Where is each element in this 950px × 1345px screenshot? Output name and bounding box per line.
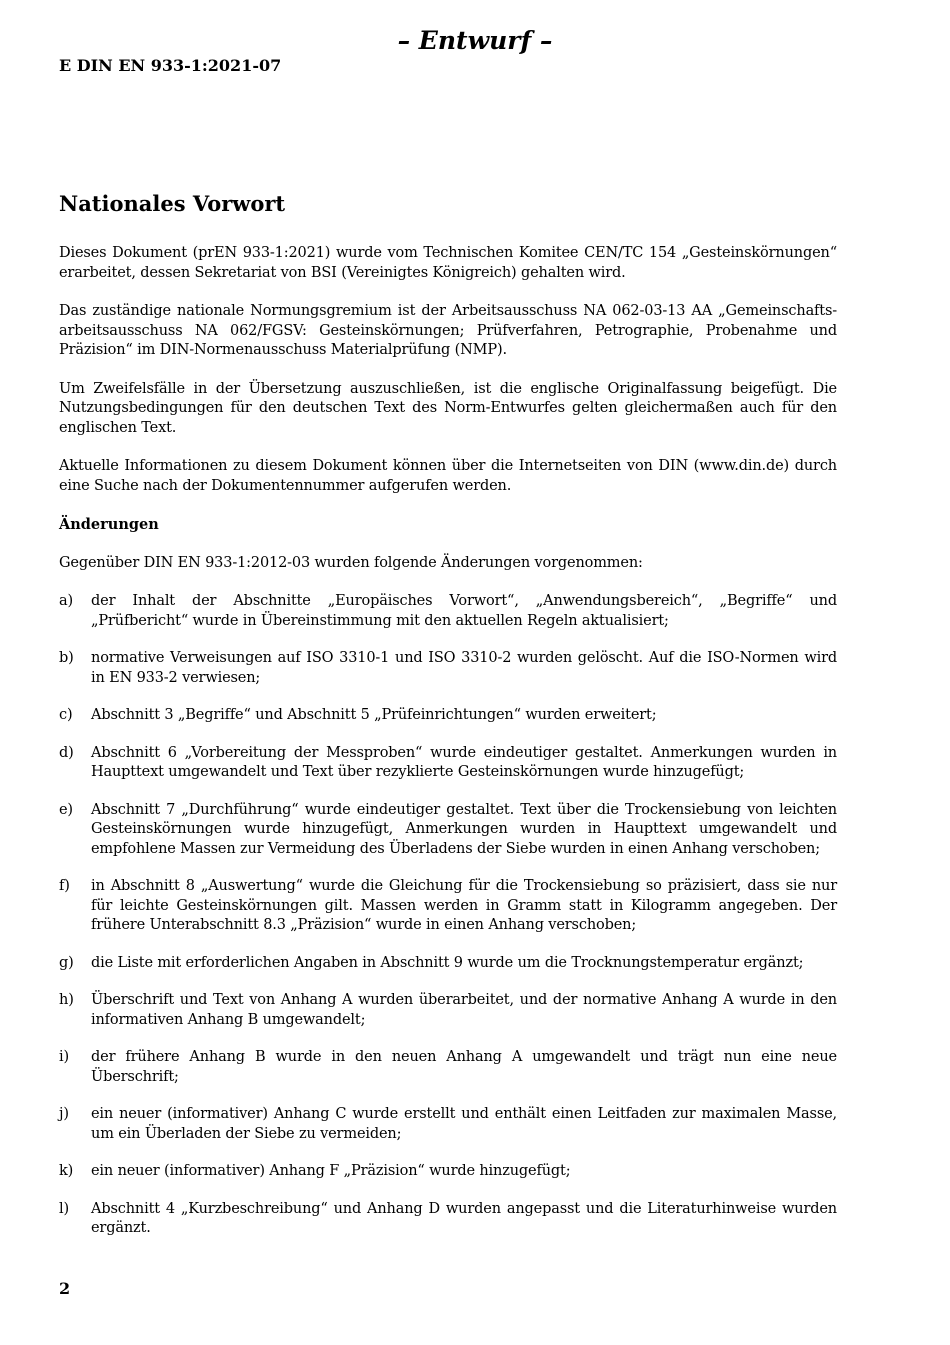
list-item: [59, 649, 837, 688]
list-item: [59, 706, 837, 726]
list-item-text: der Inhalt der Abschnitte „Europäisches Vorwort“, „Anwendungsbereich“, „Begriffe“ und „Prüfbericht“ wurde in Übereinstimmung mit den aktuellen Regeln aktualisiert;: [91, 593, 837, 629]
list-item: [59, 1200, 837, 1239]
list-item-text: Abschnitt 4 „Kurzbeschreibung“ und Anhang D wurden angepasst und die Literaturhinweise wurden ergänzt.: [91, 1200, 837, 1236]
list-item: [59, 954, 837, 974]
list-marker: g): [59, 954, 74, 971]
section-title: Nationales Vorwort: [59, 191, 286, 216]
changes-list: [59, 592, 837, 1239]
list-item: [59, 991, 837, 1030]
page-number: 2: [59, 1279, 71, 1298]
list-item-text: Überschrift und Text von Anhang A wurden überarbeitet, und der normative Anhang A wurde in den informativen Anhang B umgewandelt;: [91, 992, 837, 1028]
changes-heading: Änderungen: [59, 516, 159, 533]
paragraph: Um Zweifelsfälle in der Übersetzung auszuschließen, ist die englische Originalfassung beigefügt. Die Nutzungsbedingungen für den deutschen Text des Norm-Entwurfes gelten gleichermaßen auch für den englischen Text.: [59, 380, 837, 436]
list-marker: i): [59, 1049, 69, 1065]
list-marker: a): [59, 593, 74, 609]
list-item-text: ein neuer (informativer) Anhang F „Präzision“ wurde hinzugefügt;: [91, 1163, 571, 1179]
list-marker: f): [59, 878, 70, 894]
list-item: [59, 801, 837, 860]
list-marker: k): [59, 1163, 74, 1179]
list-item: [59, 877, 837, 936]
list-item-text: die Liste mit erforderlichen Angaben in Abschnitt 9 wurde um die Trocknungstemperatur ergänzt;: [91, 954, 804, 971]
paragraph: Das zuständige nationale Normungsgremium ist der Arbeitsausschuss NA 062-03-13 AA „Gemeinschafts-arbeitsausschuss NA 062/FGSV: Gesteinskörnungen; Prüfverfahren, Petrographie, Probenahme und Präzision“ im DIN-Normenausschuss Materialprüfung (NMP).: [59, 303, 837, 358]
list-marker: e): [59, 801, 73, 818]
list-marker: j): [59, 1106, 69, 1122]
paragraph: Dieses Dokument (prEN 933-1:2021) wurde vom Technischen Komitee CEN/TC 154 „Gesteinskörnungen“ erarbeitet, dessen Sekretariat von BSI (Vereinigtes Königreich) gehalten wird.: [59, 245, 837, 281]
list-item-text: normative Verweisungen auf ISO 3310-1 und ISO 3310-2 wurden gelöscht. Auf die ISO-Normen wird in EN 933-2 verwiesen;: [91, 650, 837, 686]
list-marker: c): [59, 707, 73, 723]
list-marker: b): [59, 650, 74, 666]
changes-intro: Gegenüber DIN EN 933-1:2012-03 wurden folgende Änderungen vorgenommen:: [59, 554, 643, 571]
list-item-text: in Abschnitt 8 „Auswertung“ wurde die Gleichung für die Trockensiebung so präzisiert, dass sie nur für leichte Gesteinskörnungen gilt. Massen werden in Gramm statt in Kilogramm angegeben. Der frühere Unterabschnitt 8.3 „Präzision“ wurde in einen Anhang verschoben;: [91, 878, 837, 933]
list-marker: d): [59, 744, 74, 761]
list-item: [59, 1048, 837, 1087]
list-item-text: Abschnitt 7 „Durchführung“ wurde eindeutiger gestaltet. Text über die Trockensiebung von leichten Gesteinskörnungen wurde hinzugefügt, Anmerkungen wurden in Haupttext umgewandelt und empfohlene Massen zur Vermeidung des Überladens der Siebe wurden in einen Anhang verschoben;: [91, 801, 837, 857]
list-item-text: Abschnitt 3 „Begriffe“ und Abschnitt 5 „Prüfeinrichtungen“ wurden erweitert;: [91, 707, 657, 723]
list-item: [59, 1105, 837, 1144]
list-item-text: ein neuer (informativer) Anhang C wurde erstellt und enthält einen Leitfaden zur maximalen Masse, um ein Überladen der Siebe zu vermeiden;: [91, 1106, 837, 1142]
list-marker: l): [59, 1200, 69, 1217]
paragraph: Aktuelle Informationen zu diesem Dokument können über die Internetseiten von DIN (www.din.de) durch eine Suche nach der Dokumentennummer aufgerufen werden.: [59, 458, 837, 494]
draft-watermark-label: – Entwurf –: [397, 26, 553, 55]
list-item: [59, 744, 837, 783]
main-content: [59, 190, 837, 1257]
list-item: [59, 1162, 837, 1182]
list-marker: h): [59, 992, 74, 1008]
document-id: E DIN EN 933-1:2021-07: [59, 56, 282, 75]
list-item-text: Abschnitt 6 „Vorbereitung der Messproben“ wurde eindeutiger gestaltet. Anmerkungen wurden in Haupttext umgewandelt und Text über rezyklierte Gesteinskörnungen wurde hinzugefügt;: [91, 744, 837, 780]
list-item: [59, 592, 837, 631]
list-item-text: der frühere Anhang B wurde in den neuen Anhang A umgewandelt und trägt nun eine neue Überschrift;: [91, 1049, 837, 1085]
